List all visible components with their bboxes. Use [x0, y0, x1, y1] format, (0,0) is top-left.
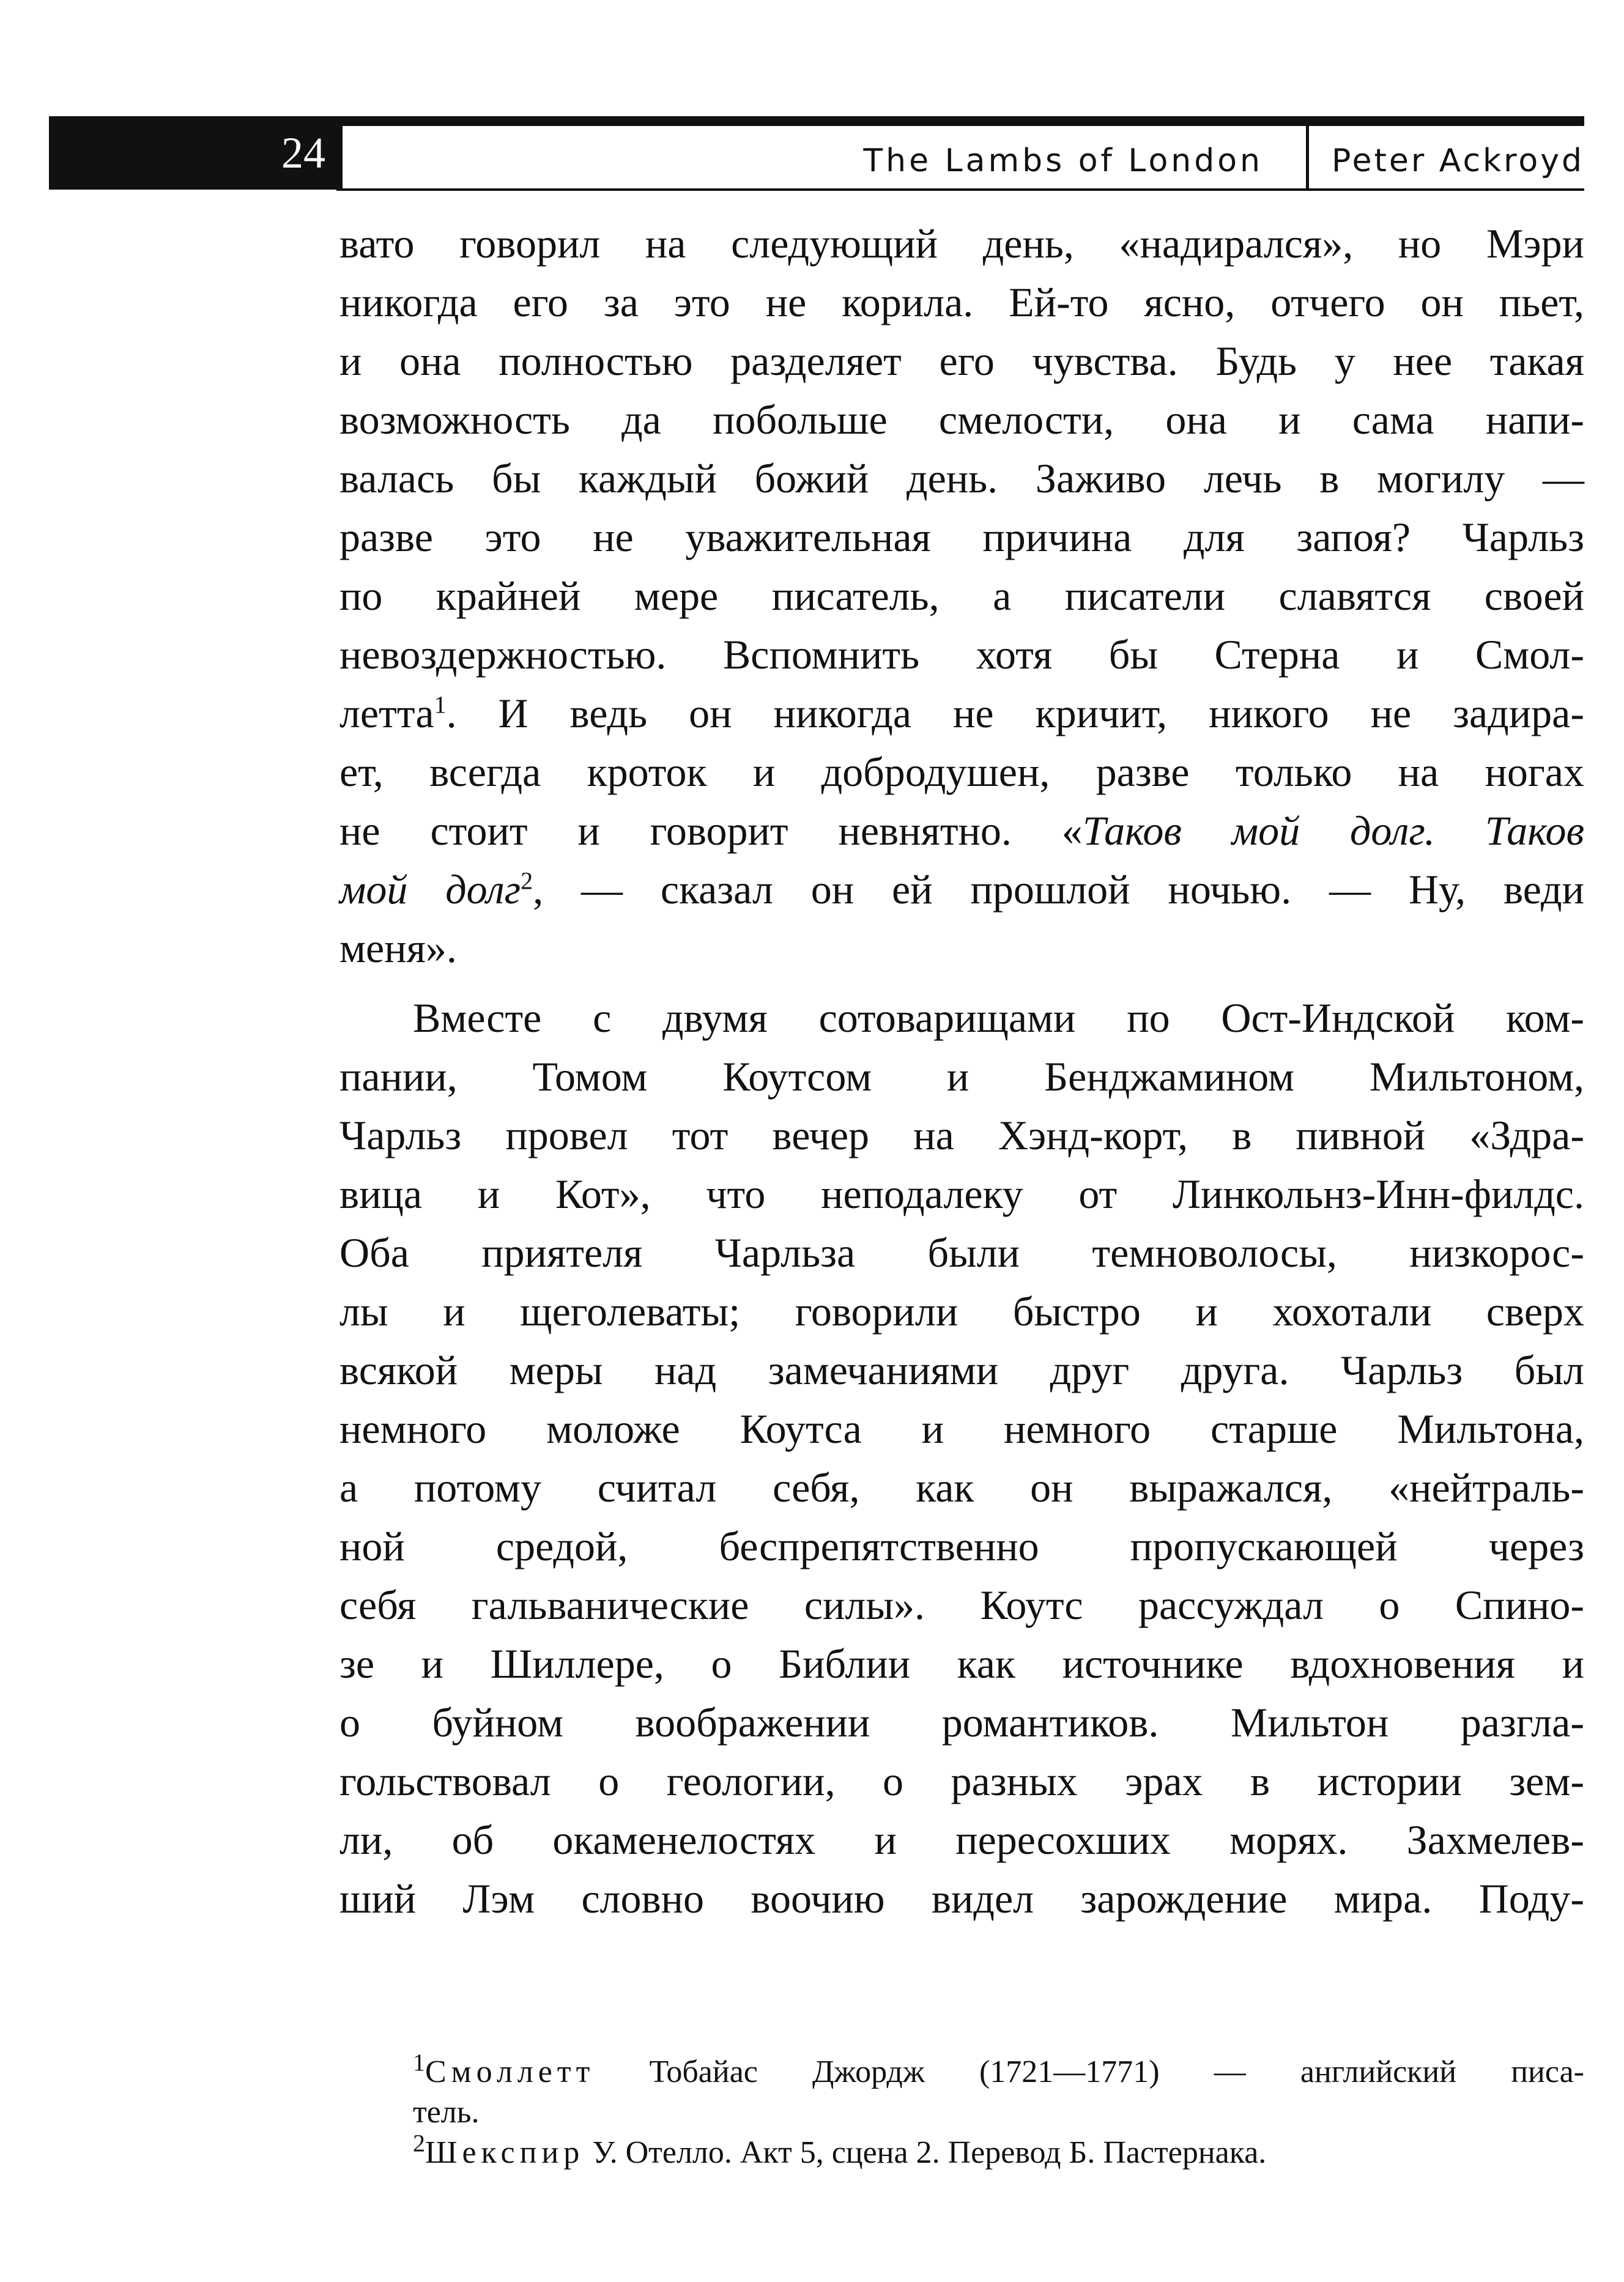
- text-line: ли, об окаменелостях и пересохших морях. Захмелев-: [339, 1817, 1584, 1863]
- text-line: Вместе с двумя сотоварищами по Ост-Индской ком-: [413, 995, 1584, 1041]
- book-author: Peter Ackroyd: [1332, 143, 1584, 179]
- italic-quote: Таков мой долг. Таков: [1082, 807, 1584, 854]
- text-line: вица и Кот», что неподалеку от Линкольнз-Инн-филдс.: [339, 1171, 1584, 1217]
- text-line: гольствовал о геологии, о разных эрах в истории зем-: [339, 1758, 1584, 1804]
- text-line: и она полностью разделяет его чувства. Будь у нее такая: [339, 338, 1584, 384]
- text-line: себя гальванические силы». Коутс рассуждал о Спино-: [339, 1582, 1584, 1628]
- body-text: [339, 214, 1584, 1928]
- text-line: невоздержностью. Вспомнить хотя бы Стерна и Смол-: [339, 631, 1584, 678]
- text-line: ной средой, беспрепятственно пропускающей через: [339, 1523, 1584, 1569]
- text-line: а потому считал себя, как он выражался, «нейтраль-: [339, 1464, 1584, 1511]
- text-line: зе и Шиллере, о Библии как источнике вдохновения и: [339, 1640, 1584, 1687]
- text-line: меня».: [339, 925, 457, 971]
- text-line: пании, Томом Коутсом и Бенджамином Мильтоном,: [339, 1053, 1584, 1100]
- footnote-ref: 1: [434, 691, 447, 719]
- header-bottom-rule: [336, 188, 1584, 191]
- italic-quote: мой долг: [339, 866, 521, 913]
- running-header: [49, 116, 1584, 190]
- text-line: лы и щеголеваты; говорили быстро и хохотали сверх: [339, 1288, 1584, 1335]
- text-line: Оба приятеля Чарльза были темноволосы, низкорос-: [339, 1229, 1584, 1276]
- footnote-ref: 2: [521, 867, 533, 895]
- text-line: разве это не уважительная причина для запоя? Чарльз: [339, 514, 1584, 560]
- text-line: вато говорил на следующий день, «надирался», но Мэри: [339, 220, 1584, 267]
- text-segment: не стоит и говорит невнятно. «: [339, 807, 1083, 854]
- text-line: [339, 860, 1584, 919]
- footnote-name: Шекспир: [425, 2135, 585, 2170]
- footnote-marker: 1: [413, 2048, 425, 2076]
- footnote-text: У. Отелло. Акт 5, сцена 2. Перевод Б. Пастернака.: [584, 2135, 1267, 2170]
- text-segment: , — сказал он ей прошлой ночью. — Ну, веди: [533, 866, 1584, 913]
- book-title: The Lambs of London: [863, 143, 1263, 179]
- footnote-2: [339, 2129, 1584, 2173]
- header-left-edge: [336, 116, 343, 191]
- text-segment: летта: [339, 690, 434, 736]
- footnote-name: Смоллетт: [425, 2054, 595, 2089]
- text-line: возможность да побольше смелости, она и сама напи-: [339, 396, 1584, 443]
- footnote-1-continued: тель.: [413, 2095, 480, 2130]
- footnotes: [339, 2048, 1584, 2173]
- text-line: Чарльз провел тот вечер на Хэнд-корт, в пивной «Здра-: [339, 1112, 1584, 1158]
- text-line: ший Лэм словно воочию видел зарождение мира. Поду-: [339, 1875, 1584, 1922]
- paragraph-1: [339, 214, 1584, 977]
- text-line: [339, 684, 1584, 743]
- page-number-block: [49, 116, 336, 190]
- page-number: 24: [281, 128, 325, 177]
- text-line: немного моложе Коутса и немного старше Мильтона,: [339, 1406, 1584, 1452]
- text-line: о буйном воображении романтиков. Мильтон разгла-: [339, 1699, 1584, 1746]
- footnote-text: Тобайас Джордж (1721—1771) — английский писа-: [595, 2054, 1584, 2089]
- paragraph-2: [339, 988, 1584, 1928]
- text-line: [339, 801, 1584, 860]
- text-line: никогда его за это не корила. Ей-то ясно, отчего он пьет,: [339, 279, 1584, 325]
- text-line: по крайней мере писатель, а писатели славятся своей: [339, 572, 1584, 619]
- text-segment: . И ведь он никогда не кричит, никого не задира-: [446, 690, 1584, 736]
- footnote-marker: 2: [413, 2129, 425, 2157]
- paragraph-gap: [339, 977, 1584, 988]
- text-line: валась бы каждый божий день. Заживо лечь в могилу —: [339, 455, 1584, 502]
- text-line: всякой меры над замечаниями друг друга. Чарльз был: [339, 1347, 1584, 1393]
- text-line: ет, всегда кроток и добродушен, разве только на ногах: [339, 749, 1584, 795]
- footnote-1: [339, 2048, 1584, 2092]
